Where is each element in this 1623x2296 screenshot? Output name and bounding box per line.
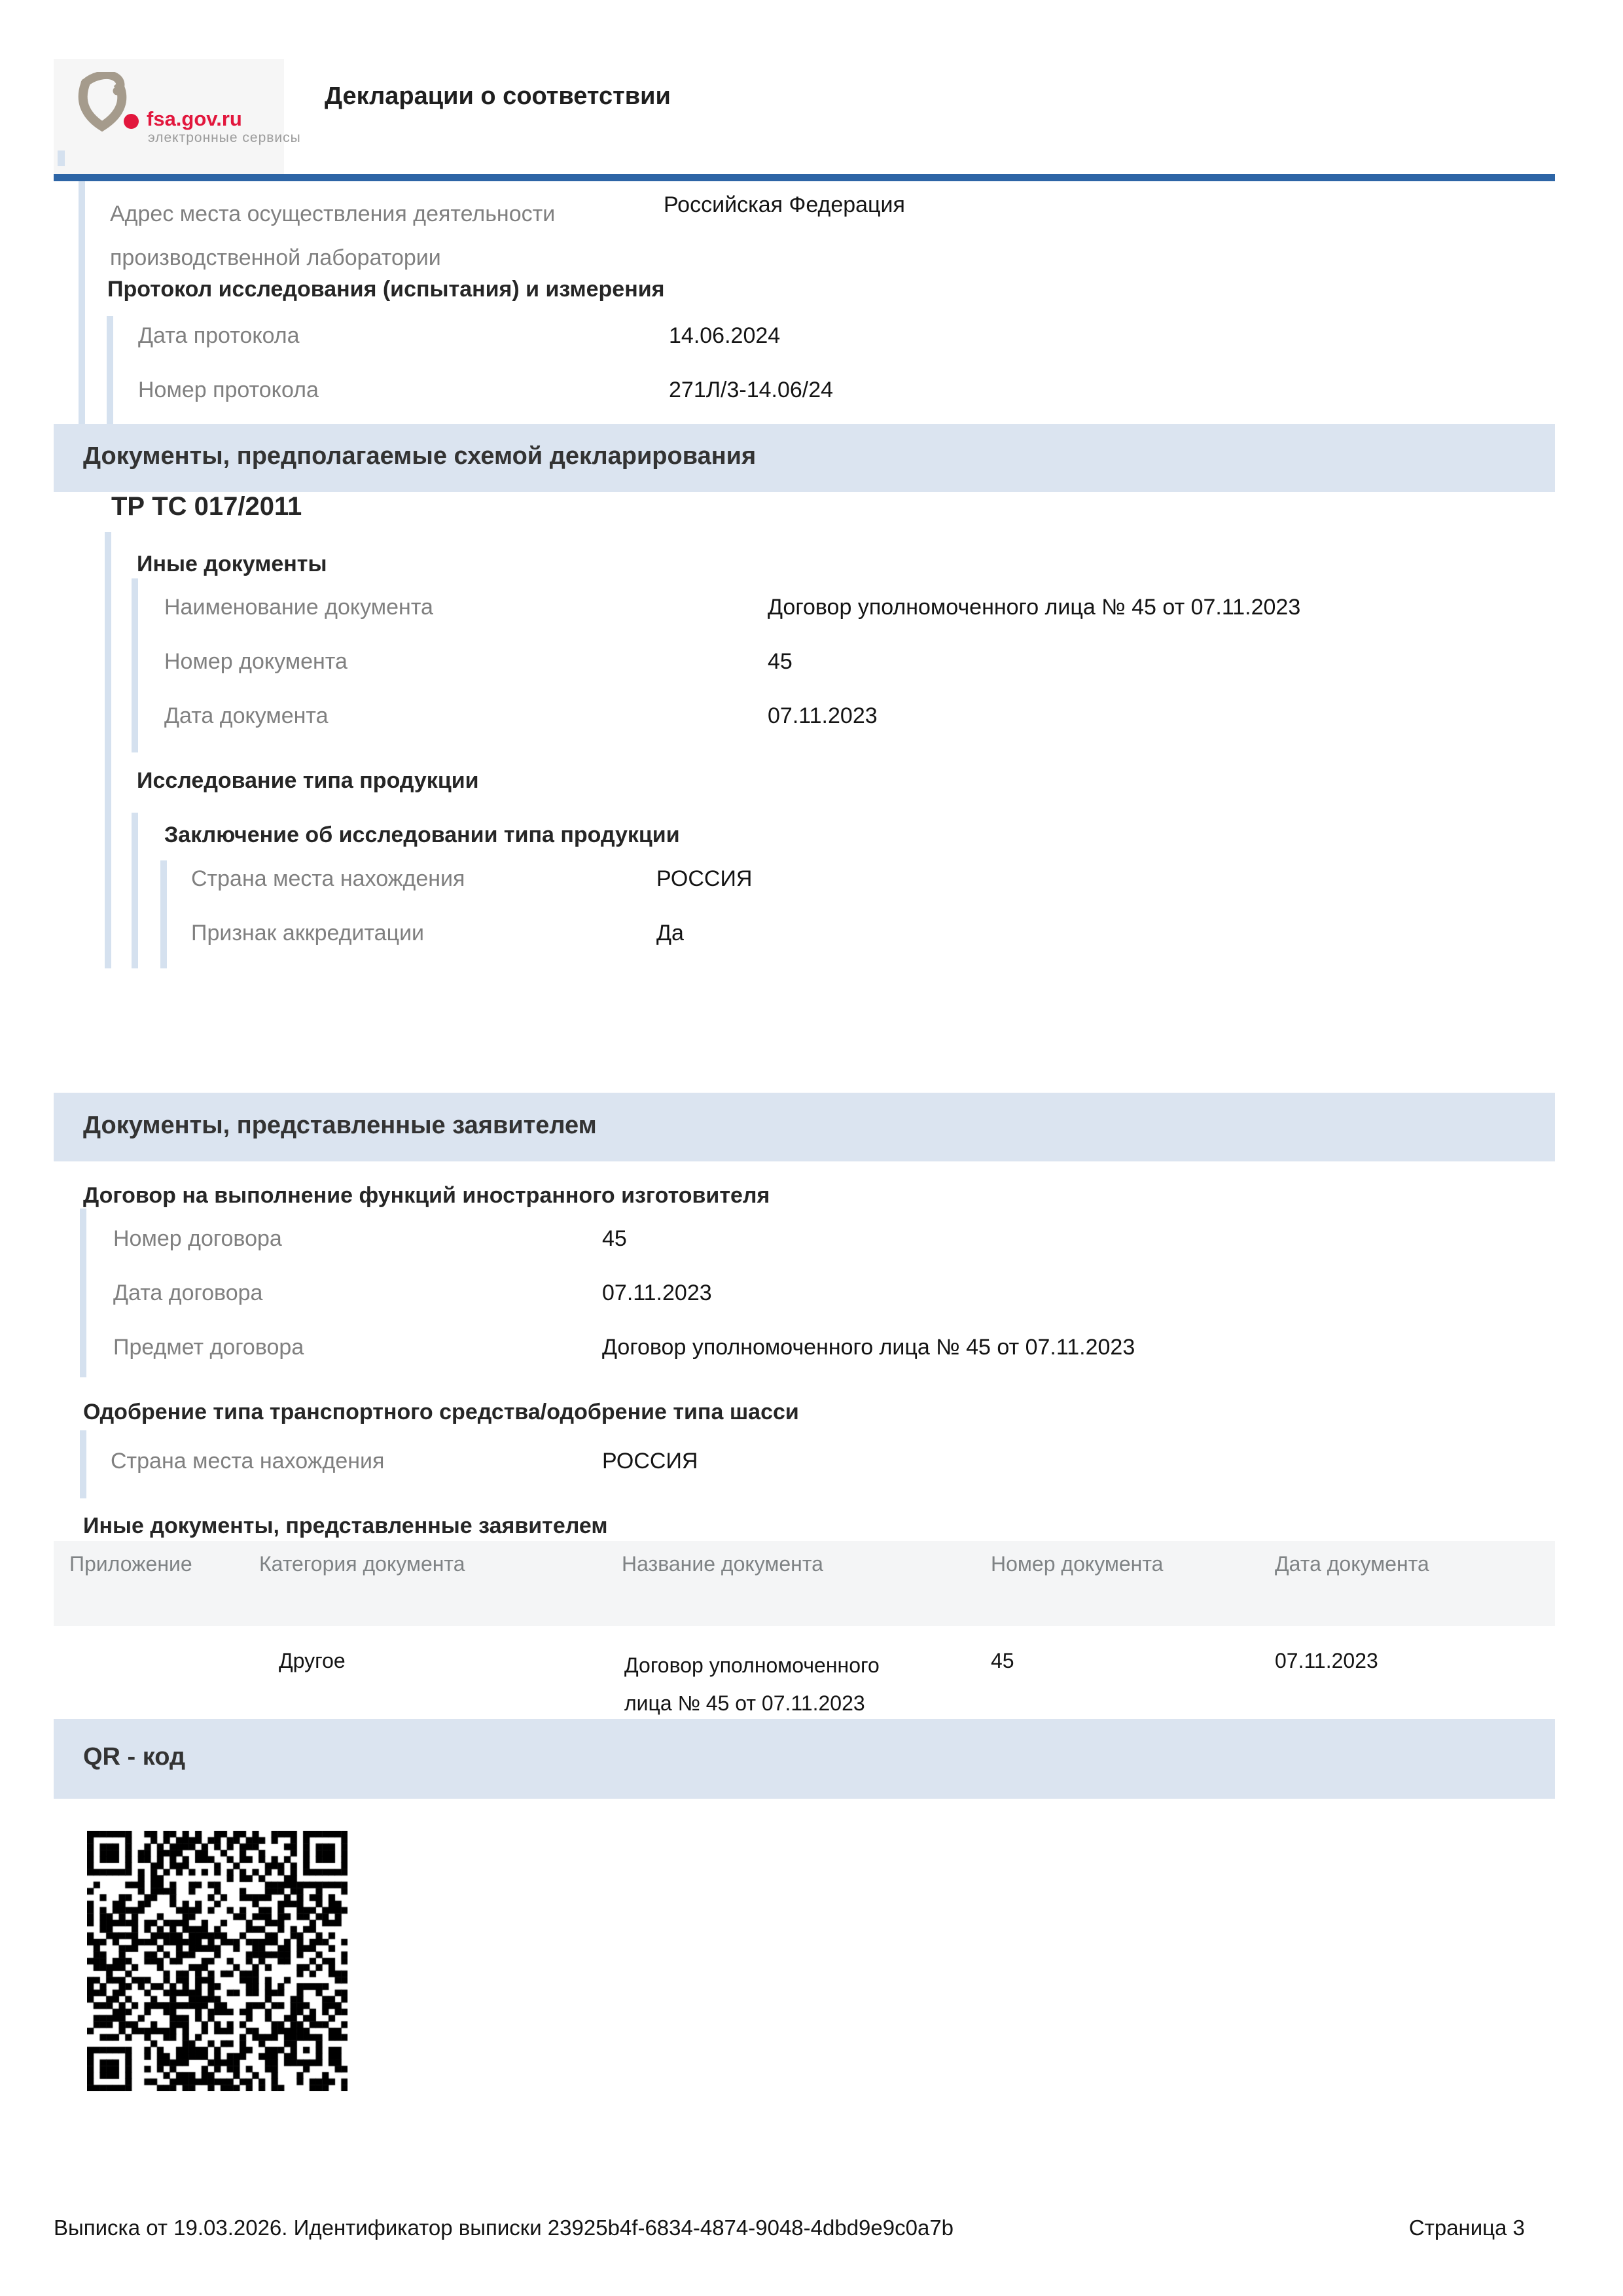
logo-red-dot-icon — [124, 114, 139, 129]
field-label: Номер документа — [164, 649, 348, 674]
indent-bar — [132, 578, 138, 752]
field-label: Дата документа — [164, 703, 329, 728]
field-label: Номер договора — [113, 1226, 282, 1251]
field-value: Да — [656, 921, 684, 945]
protocol-heading: Протокол исследования (испытания) и измерения — [107, 277, 665, 302]
field-value: 07.11.2023 — [602, 1280, 712, 1305]
approval-heading: Одобрение типа транспортного средства/одобрение типа шасси — [83, 1400, 799, 1424]
type-research-heading: Исследование типа продукции — [137, 768, 479, 793]
field-value: Договор уполномоченного лица № 45 от 07.11.2023 — [768, 595, 1301, 620]
footer-page-number: Страница 3 — [1408, 2216, 1525, 2240]
conclusion-heading: Заключение об исследовании типа продукции — [164, 822, 680, 847]
tech-reg-heading: ТР ТС 017/2011 — [111, 492, 302, 521]
field-label: Адрес места осуществления деятельности производственной лаборатории — [110, 202, 556, 270]
indent-bar-stub — [58, 150, 65, 166]
hook-stroke — [85, 75, 120, 91]
column-header: Название документа — [622, 1552, 823, 1576]
other-docs-heading: Иные документы — [137, 552, 327, 576]
field-value: РОССИЯ — [656, 866, 753, 891]
field-value: РОССИЯ — [602, 1449, 698, 1474]
field-value: Российская Федерация — [664, 192, 905, 217]
section-band-title: Документы, представленные заявителем — [83, 1112, 597, 1139]
field-label: Признак аккредитации — [191, 921, 425, 945]
indent-bar — [160, 860, 167, 968]
field-label: Номер протокола — [138, 378, 319, 402]
cell-category: Другое — [279, 1649, 346, 1672]
logo-tagline: электронные сервисы — [148, 130, 301, 145]
field-value: Договор уполномоченного лица № 45 от 07.11.2023 — [602, 1335, 1135, 1360]
cell-date: 07.11.2023 — [1275, 1649, 1378, 1672]
column-header: Приложение — [69, 1552, 192, 1576]
fsa-logo-icon — [76, 72, 128, 132]
indent-bar — [80, 1430, 86, 1498]
section-band-title: QR - код — [83, 1743, 186, 1771]
column-header: Дата документа — [1275, 1552, 1429, 1576]
field-label: Наименование документа — [164, 595, 433, 620]
section-band-title: Документы, предполагаемые схемой декларирования — [83, 442, 757, 470]
column-header: Номер документа — [991, 1552, 1164, 1576]
field-value: 271Л/3-14.06/24 — [669, 378, 834, 402]
footer-extract-info: Выписка от 19.03.2026. Идентификатор выписки 23925b4f-6834-4874-9048-4dbd9e9c0a7b — [54, 2216, 954, 2240]
top-divider-bar — [54, 174, 1555, 181]
indent-bar — [105, 532, 111, 968]
section-band — [54, 1719, 1555, 1799]
indent-bar — [132, 813, 138, 968]
contract-heading: Договор на выполнение функций иностранного изготовителя — [83, 1183, 770, 1208]
indent-bar — [79, 181, 85, 424]
page-title: Декларации о соответствии — [325, 82, 671, 110]
indent-bar — [107, 316, 113, 424]
other-applicant-docs-heading: Иные документы, представленные заявителем — [83, 1513, 608, 1538]
field-label: Страна места нахождения — [191, 866, 465, 891]
logo-brand-text: fsa.gov.ru — [147, 107, 242, 130]
indent-bar — [80, 1209, 86, 1377]
field-label: Страна места нахождения — [111, 1449, 385, 1474]
field-value: 45 — [768, 649, 793, 674]
field-value: 14.06.2024 — [669, 323, 781, 348]
field-label: Дата протокола — [138, 323, 300, 348]
cell-number: 45 — [991, 1649, 1014, 1672]
field-value: 07.11.2023 — [768, 703, 878, 728]
field-value: 45 — [602, 1226, 627, 1251]
cell-name: Договор уполномоченного лица № 45 от 07.11.2023 — [624, 1653, 880, 1715]
column-header: Категория документа — [259, 1552, 465, 1576]
field-label: Предмет договора — [113, 1335, 304, 1360]
qr-code — [87, 1831, 348, 2091]
field-label: Дата договора — [113, 1280, 263, 1305]
